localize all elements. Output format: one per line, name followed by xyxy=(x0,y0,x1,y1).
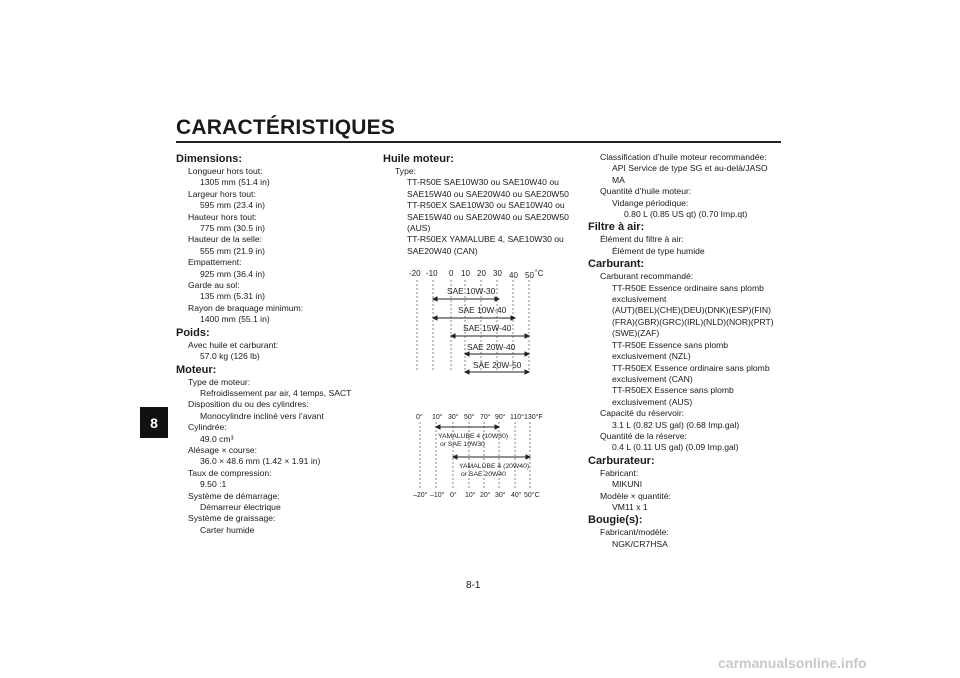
tick-label: 20° xyxy=(480,492,491,499)
spec-value: exclusivement xyxy=(612,294,667,305)
oil-grade-label: SAE 10W-40 xyxy=(458,305,507,315)
spec-value: SAE15W40 ou SAE20W40 ou SAE20W50 xyxy=(407,188,569,199)
spec-value: TT-R50EX SAE10W30 ou SAE10W40 ou xyxy=(407,200,565,211)
carburant-heading: Carburant: xyxy=(588,258,645,271)
spec-label: Type de moteur: xyxy=(188,376,251,387)
spec-value: TT-R50EX YAMALUBE 4, SAE10W30 ou xyxy=(407,234,564,245)
tick-label: 90° xyxy=(495,414,506,421)
spec-value: MIKUNI xyxy=(612,479,643,490)
spec-value: TT-R50E Essence sans plomb xyxy=(612,339,729,350)
spec-value: TT-R50EX Essence ordinaire sans plomb xyxy=(612,362,770,373)
spec-value: 555 mm (21.9 in) xyxy=(200,245,265,256)
spec-value: 36.0 × 48.6 mm (1.42 × 1.91 in) xyxy=(200,456,321,467)
spec-value: NGK/CR7HSA xyxy=(612,538,668,549)
tick-label: -10 xyxy=(426,269,438,278)
page-number: 8-1 xyxy=(466,580,481,591)
tick-label: 40 xyxy=(509,271,518,280)
spec-value: 49.0 cm³ xyxy=(200,433,234,444)
chapter-tab[interactable]: 8 xyxy=(140,407,168,438)
spec-label: Fabricant/modèle: xyxy=(600,527,669,538)
tick-label: 30° xyxy=(495,492,506,499)
spec-value: SAE15W40 ou SAE20W40 ou SAE20W50 xyxy=(407,211,569,222)
spec-label: Quantité de la réserve: xyxy=(600,430,687,441)
tick-label: 110° xyxy=(510,414,524,421)
spec-label: Rayon de braquage minimum: xyxy=(188,302,304,313)
spec-value: 1400 mm (55.1 in) xyxy=(200,314,270,325)
spec-label: Hauteur de la selle: xyxy=(188,234,263,245)
spec-value: 135 mm (5.31 in) xyxy=(200,291,265,302)
spec-value: 0.80 L (0.85 US qt) (0.70 Imp.qt) xyxy=(624,209,748,220)
tick-label: 50° xyxy=(464,414,475,421)
oil-viscosity-chart-yamalube xyxy=(410,410,550,502)
spec-value: Démarreur électrique xyxy=(200,501,281,512)
column-right xyxy=(588,152,788,550)
tick-label: 130°F xyxy=(524,414,543,421)
spec-value: API Service de type SG et au-delà/JASO xyxy=(612,163,768,174)
spec-value: 1305 mm (51.4 in) xyxy=(200,177,270,188)
tick-label: 10 xyxy=(461,269,470,278)
spec-value: 595 mm (23.4 in) xyxy=(200,200,265,211)
spec-label: Largeur hors tout: xyxy=(188,188,256,199)
oil-grade-label: or SAE 10W30 xyxy=(440,441,485,448)
spec-label: Élément du filtre à air: xyxy=(600,234,684,245)
oil-grade-label: SAE 20W-40 xyxy=(467,342,516,352)
spec-label: Fabricant: xyxy=(600,467,639,478)
poids-heading: Poids: xyxy=(176,326,210,339)
spec-value: 3.1 L (0.82 US gal) (0.68 Imp.gal) xyxy=(612,419,740,430)
spec-value: exclusivement (CAN) xyxy=(612,373,693,384)
spec-label: Système de graissage: xyxy=(188,513,276,524)
oil-grade-label: or SAE 20W40 xyxy=(461,471,506,478)
page-title: CARACTÉRISTIQUES xyxy=(176,116,396,139)
oil-grade-label: SAE 15W-40 xyxy=(463,323,512,333)
watermark-footer[interactable]: carmanualsonline.info xyxy=(718,655,867,671)
spec-value: (SWE)(ZAF) xyxy=(612,328,660,339)
spec-label: Avec huile et carburant: xyxy=(188,339,279,350)
tick-label: 50 xyxy=(525,271,534,280)
spec-label: Capacité du réservoir: xyxy=(600,408,685,419)
spec-label: Type: xyxy=(395,166,417,176)
spec-label: Système de démarrage: xyxy=(188,490,280,501)
spec-value: (AUS) xyxy=(407,223,431,234)
spec-value: 9.50 :1 xyxy=(200,479,227,490)
spec-label: Modèle × quantité: xyxy=(600,490,671,501)
spec-value: (FRA)(GBR)(GRC)(IRL)(NLD)(NOR)(PRT) xyxy=(612,316,774,327)
oil-grade-label: SAE 20W-50 xyxy=(473,360,522,370)
tick-label: –10° xyxy=(430,492,445,499)
spec-value: 775 mm (30.5 in) xyxy=(200,223,265,234)
spec-value: 57.0 kg (126 lb) xyxy=(200,351,260,362)
spec-value: Refroidissement par air, 4 temps, SACT xyxy=(200,387,352,398)
tick-label: 20 xyxy=(477,269,486,278)
spec-label: Empattement: xyxy=(188,257,242,268)
spec-label: Carburant recommandé: xyxy=(600,271,694,282)
spec-value: (AUT)(BEL)(CHE)(DEU)(DNK)(ESP)(FIN) xyxy=(612,305,771,316)
tick-label: 0 xyxy=(449,269,454,278)
oil-grade-label: SAE 10W-30 xyxy=(447,286,496,296)
column-middle xyxy=(383,152,583,257)
spec-label: Quantité d’huile moteur: xyxy=(600,186,692,197)
spec-value: 0.4 L (0.11 US gal) (0.09 Imp.gal) xyxy=(612,442,739,453)
huile-heading: Huile moteur: xyxy=(383,153,454,165)
spec-value: MA xyxy=(612,174,625,185)
spec-label: Hauteur hors tout: xyxy=(188,211,257,222)
tick-label: 0° xyxy=(450,492,457,499)
spec-label: Alésage × course: xyxy=(188,444,258,455)
spec-label: Vidange périodique: xyxy=(612,197,689,208)
spec-value: Carter humide xyxy=(200,524,255,535)
tick-label: 10° xyxy=(432,414,443,421)
spec-label: Disposition du ou des cylindres: xyxy=(188,399,309,410)
tick-label: 0° xyxy=(416,414,423,421)
spec-value: exclusivement (AUS) xyxy=(612,396,693,407)
moteur-heading: Moteur: xyxy=(176,363,217,376)
tick-label: –20° xyxy=(413,492,428,499)
title-rule xyxy=(176,141,781,143)
spec-value: TT-R50E Essence ordinaire sans plomb xyxy=(612,282,764,293)
tick-label: 30 xyxy=(493,269,502,278)
spec-label: Longueur hors tout: xyxy=(188,166,263,176)
spec-value: SAE20W40 (CAN) xyxy=(407,245,478,256)
tick-label: 40° xyxy=(511,492,522,499)
spec-value: exclusivement (NZL) xyxy=(612,351,691,362)
tick-label: 70° xyxy=(480,414,491,421)
spec-label: Cylindrée: xyxy=(188,422,227,433)
spec-label: Taux de compression: xyxy=(188,467,272,478)
spec-label: Classification d’huile moteur recommandée: xyxy=(600,152,767,162)
bougie-heading: Bougie(s): xyxy=(588,514,643,527)
spec-value: 925 mm (36.4 in) xyxy=(200,268,265,279)
spec-value: Élément de type humide xyxy=(612,245,705,256)
carburateur-heading: Carburateur: xyxy=(588,454,655,467)
column-left xyxy=(176,152,366,536)
tick-label: 10° xyxy=(465,492,476,499)
filtre-heading: Filtre à air: xyxy=(588,221,645,234)
oil-viscosity-chart-celsius xyxy=(405,264,545,376)
tick-label: -20 xyxy=(409,269,421,278)
spec-label: Garde au sol: xyxy=(188,280,240,291)
spec-value: TT-R50EX Essence sans plomb xyxy=(612,385,734,396)
spec-value: Monocylindre incliné vers l’avant xyxy=(200,410,324,421)
tick-label: 30° xyxy=(448,414,459,421)
oil-grade-label: YAMALUBE 4 (10W30) xyxy=(438,433,509,440)
spec-value: TT-R50E SAE10W30 ou SAE10W40 ou xyxy=(407,177,559,188)
unit-label: ˚C xyxy=(535,269,544,278)
oil-grade-label: YAMALUBE 4 (20W40) xyxy=(459,463,530,470)
tick-label: 50°C xyxy=(524,492,540,499)
dimensions-heading: Dimensions: xyxy=(176,153,243,165)
spec-value: VM11 x 1 xyxy=(612,501,648,512)
